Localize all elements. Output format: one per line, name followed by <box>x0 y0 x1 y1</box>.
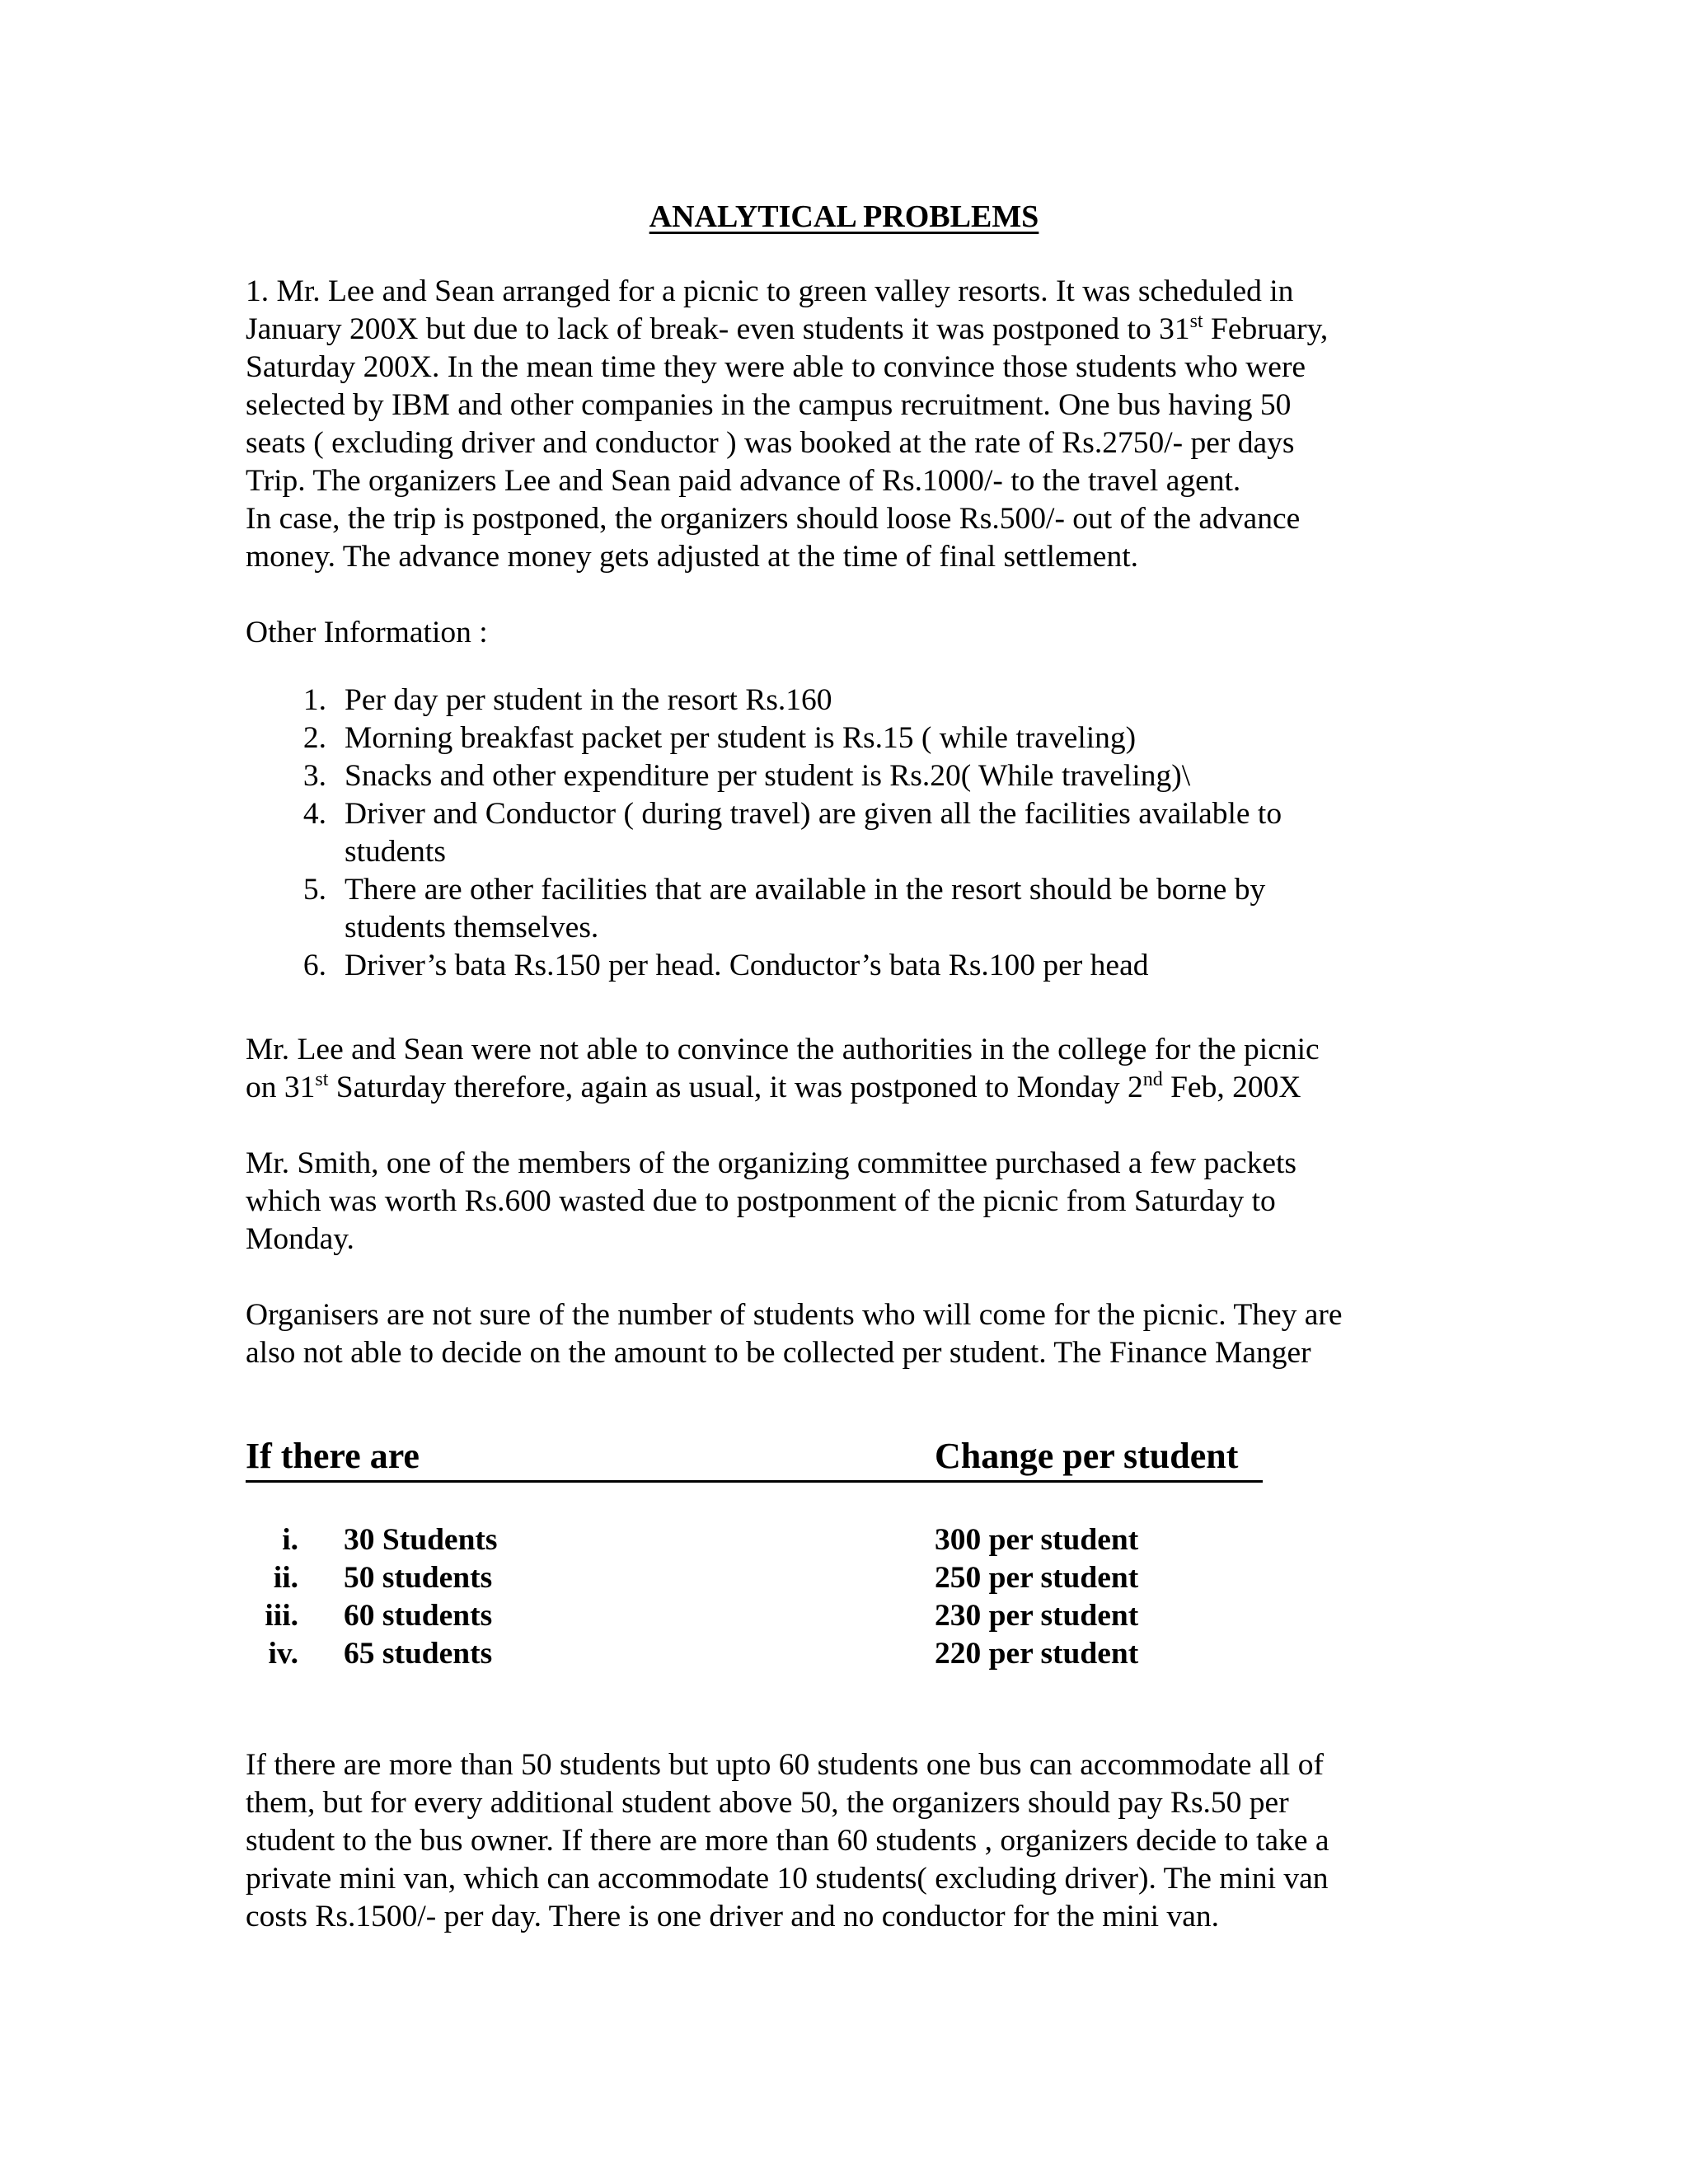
table-row: iv. 65 students 220 per student <box>268 1637 1139 1671</box>
problem-line: money. The advance money gets adjusted at the time of final settlement. <box>246 540 1138 574</box>
list-item: 3. Snacks and other expenditure per student is Rs.20( While traveling)\ <box>302 759 1191 793</box>
closing-paragraph: If there are more than 50 students but upto 60 students one bus can accommodate all of them, but for every additional student above 50, the organizers should pay Rs.50 per student to the bus owner. If there are more than 60 students , organizers decide to take a private mini van, which can accommodate 10 students( excluding driver). The mini van costs Rs.1500/- per day. There is one driver and no conductor for the mini van. <box>246 1748 1329 1933</box>
postpone-paragraph: Mr. Lee and Sean were not able to convince the authorities in the college for the picnic on 31st Saturday therefore, again as usual, it was postponed to Monday 2nd Feb, 200X <box>246 1033 1320 1104</box>
table-row: ii. 50 students 250 per student <box>273 1561 1139 1595</box>
list-item: 1. Per day per student in the resort Rs.160 <box>302 683 832 717</box>
list-item: 2. Morning breakfast packet per student is Rs.15 ( while traveling) <box>302 721 1137 755</box>
problem-line: Saturday 200X. In the mean time they were able to convince those students who were <box>246 350 1306 384</box>
other-info-heading: Other Information : <box>246 616 488 649</box>
problem-line: seats ( excluding driver and conductor ) was booked at the rate of Rs.2750/- per days <box>246 426 1295 460</box>
header-left: If there are <box>246 1436 420 1476</box>
list-item: 5. There are other facilities that are available in the resort should be borne by students themselves. <box>302 873 1266 944</box>
list-item: 6. Driver’s bata Rs.150 per head. Conductor’s bata Rs.100 per head <box>302 949 1149 982</box>
table-row: iii. 60 students 230 per student <box>265 1599 1139 1633</box>
page-title: ANALYTICAL PROBLEMS <box>649 199 1039 234</box>
smith-paragraph: Mr. Smith, one of the members of the organizing committee purchased a few packets which was worth Rs.600 wasted due to postponment of the picnic from Saturday to Monday. <box>246 1146 1296 1256</box>
problem-line: selected by IBM and other companies in the campus recruitment. One bus having 50 <box>246 388 1292 422</box>
charge-table-header <box>246 1434 1263 1483</box>
header-right: Change per student <box>935 1436 1239 1476</box>
problem-line: 1. Mr. Lee and Sean arranged for a picnic to green valley resorts. It was scheduled in <box>246 274 1294 308</box>
problem-paragraph <box>246 273 1441 576</box>
problem-line: In case, the trip is postponed, the organizers should loose Rs.500/- out of the advance <box>246 502 1301 536</box>
problem-line: January 200X but due to lack of break- even students it was postponed to 31st February, <box>246 311 1329 346</box>
organisers-paragraph: Organisers are not sure of the number of students who will come for the picnic. They are also not able to decide on the amount to be collected per student. The Finance Manger <box>246 1298 1343 1370</box>
list-item: 4. Driver and Conductor ( during travel) are given all the facilities available to students <box>302 797 1282 869</box>
problem-line: Trip. The organizers Lee and Sean paid advance of Rs.1000/- to the travel agent. <box>246 464 1241 498</box>
charge-table <box>246 1521 1441 1673</box>
other-info-list <box>246 682 1441 985</box>
table-row: i. 30 Students 300 per student <box>282 1523 1139 1557</box>
